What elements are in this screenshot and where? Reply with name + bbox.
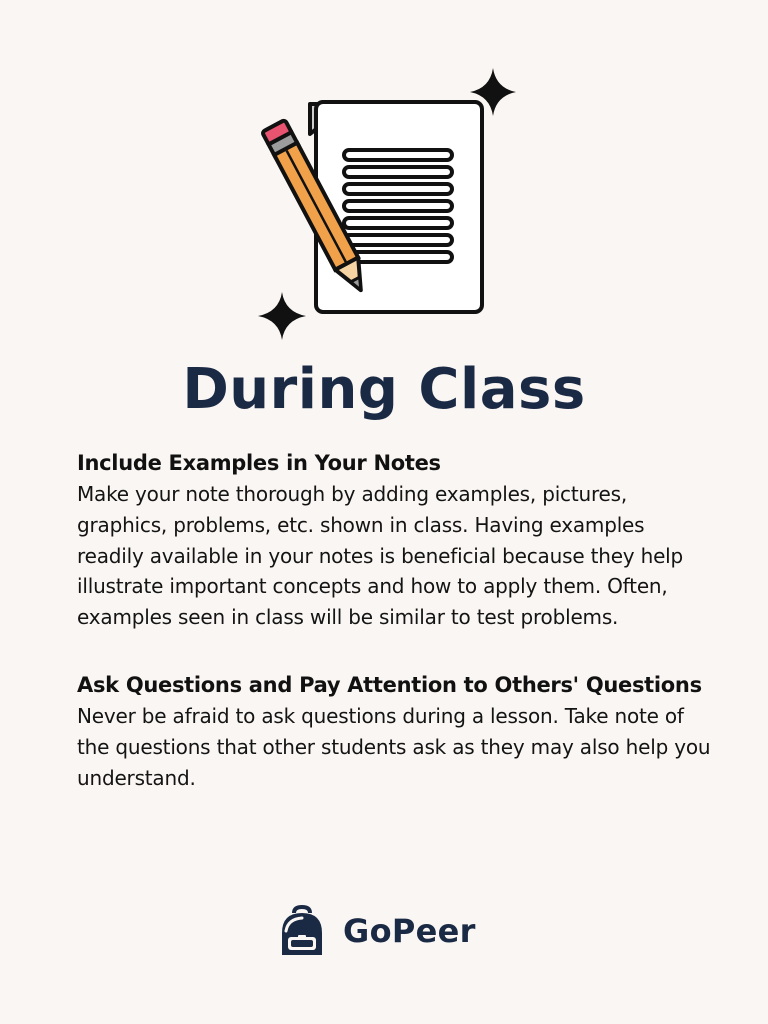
brand-logo (276, 904, 476, 958)
sparkle-icon (258, 292, 306, 340)
backpack-icon (276, 905, 328, 957)
notes-page-icon (310, 102, 482, 312)
page-title: During Class (182, 357, 586, 422)
notes-illustration (240, 60, 530, 350)
section-heading: Include Examples in Your Notes (77, 451, 441, 475)
section-include-examples (77, 448, 717, 633)
content (77, 448, 717, 793)
section-heading: Ask Questions and Pay Attention to Others' Questions (77, 672, 702, 697)
section-body: Never be afraid to ask questions during a lesson. Take note of the questions that other students ask as they may also help you understand. (77, 703, 711, 790)
section-ask-questions (77, 670, 717, 793)
brand-name: GoPeer (343, 912, 476, 950)
section-body: Make your note thorough by adding examples, pictures, graphics, problems, etc. shown in class. Having examples readily available in your notes is beneficial because they help illustrate important concepts and how to apply them. Often, examples seen in class will be similar to test problems. (77, 482, 684, 630)
